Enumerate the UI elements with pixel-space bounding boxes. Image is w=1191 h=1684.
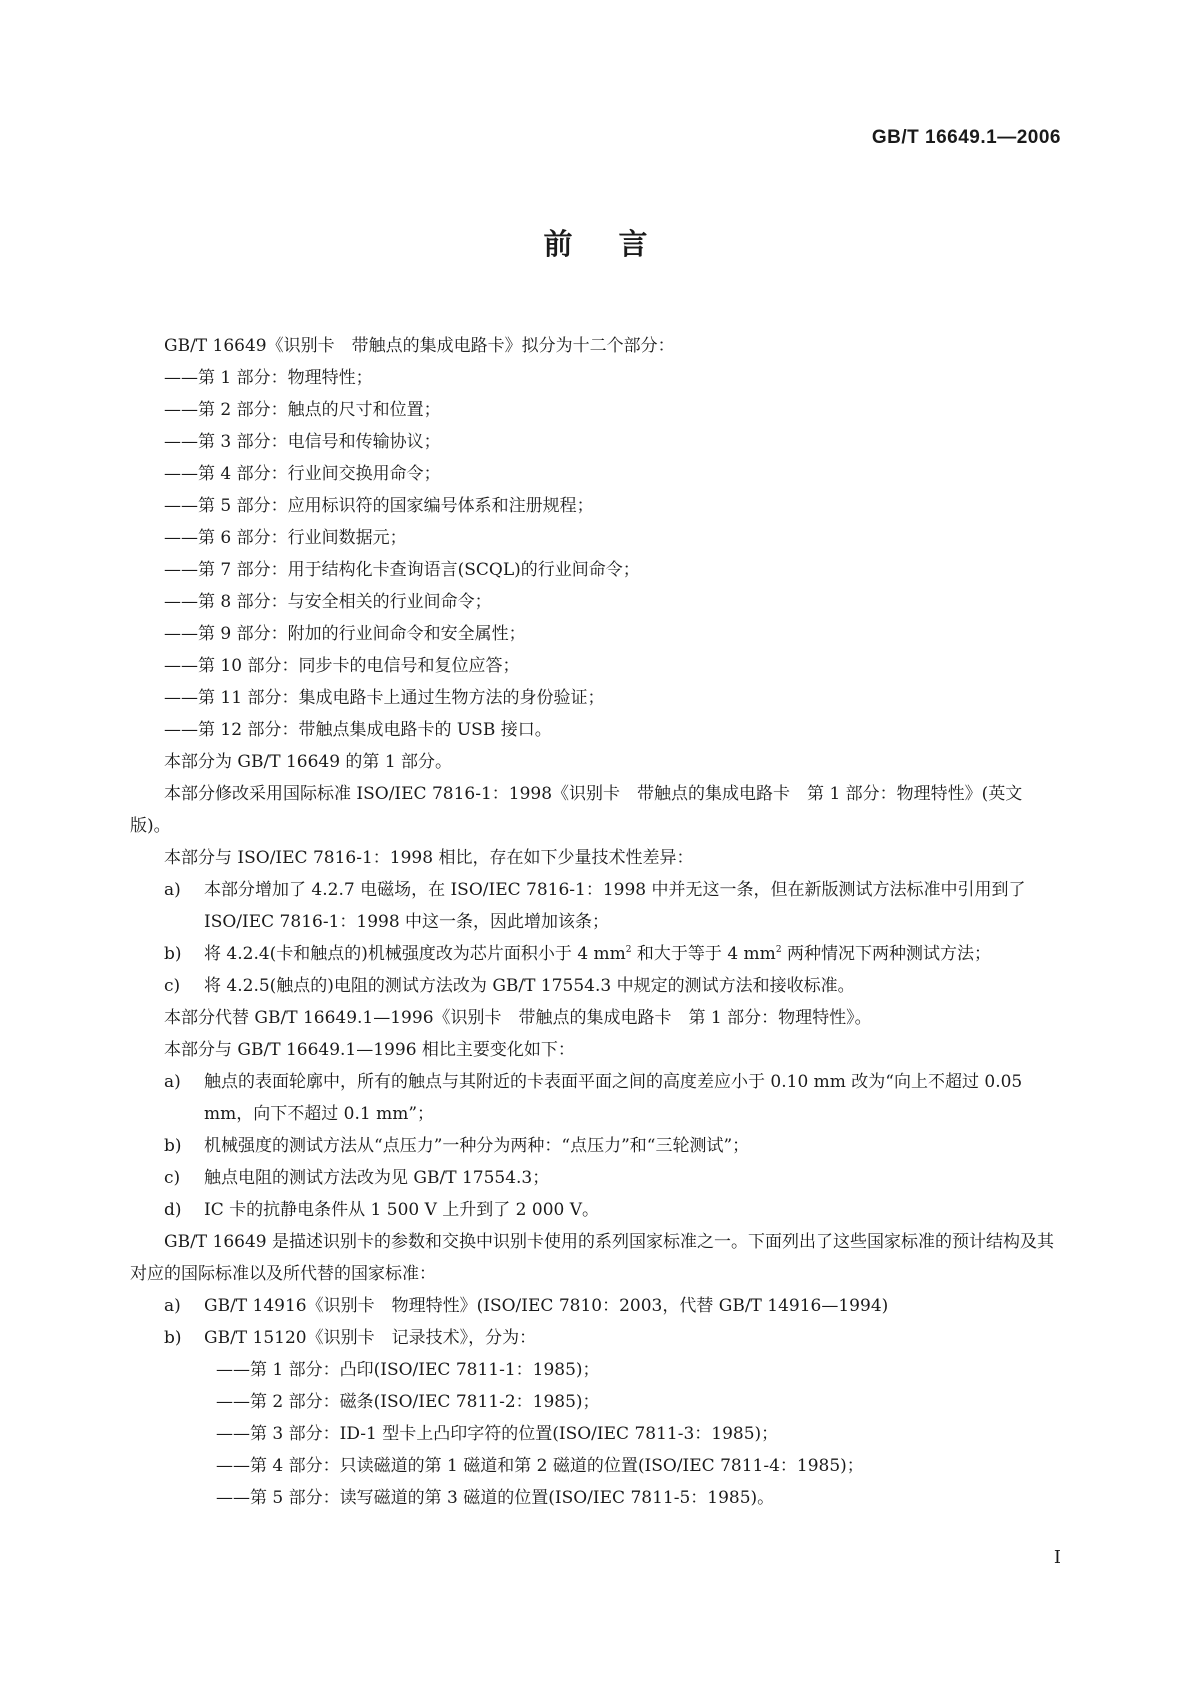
item-text: IC 卡的抗静电条件从 1 500 V 上升到了 2 000 V。 [204, 1200, 600, 1220]
preface-body [130, 330, 1060, 1514]
changes-intro-paragraph: 本部分与 GB/T 16649.1—1996 相比主要变化如下： [164, 1040, 575, 1060]
item-text: GB/T 14916《识别卡 物理特性》(ISO/IEC 7810：2003，代替 GB/T 14916—1994) [204, 1296, 889, 1316]
list-item [130, 1162, 1060, 1194]
item-text: 将 4.2.5(触点的)电阻的测试方法改为 GB/T 17554.3 中规定的测试方法和接收标准。 [204, 976, 855, 996]
item-mark: b) [164, 1136, 182, 1156]
page-title: 前言 [543, 227, 694, 261]
series-list [130, 1290, 1060, 1354]
item-mark: a) [164, 1296, 181, 1316]
list-item [130, 874, 1060, 938]
item-mark: b) [164, 1328, 182, 1348]
item-text: 将 4.2.4(卡和触点的)机械强度改为芯片面积小于 4 $mm^2$ 和大于等于 4 $mm^2$ 两种情况下两种测试方法； [204, 944, 991, 964]
part-of-paragraph: 本部分为 GB/T 16649 的第 1 部分。 [164, 752, 453, 772]
diff-list [130, 874, 1060, 1002]
item-text: 触点的表面轮廓中，所有的触点与其附近的卡表面平面之间的高度差应小于 0.10 mm 改为“向上不超过 0.05 mm，向下不超过 0.1 mm”； [204, 1072, 1023, 1124]
list-item [130, 970, 1060, 1002]
list-item [130, 1290, 1060, 1322]
item-mark: a) [164, 880, 181, 900]
item-text: 本部分增加了 4.2.7 电磁场，在 ISO/IEC 7816-1：1998 中并无这一条，但在新版测试方法标准中引用到了 ISO/IEC 7816-1：1998 中这一条，因此增加该条； [204, 880, 1026, 932]
list-item: ——第 4 部分：行业间交换用命令； [164, 464, 441, 484]
superscript: 2 [625, 945, 632, 955]
list-item: ——第 4 部分：只读磁道的第 1 磁道和第 2 磁道的位置(ISO/IEC 7811-4：1985)； [216, 1456, 864, 1476]
page-number: I [1053, 1547, 1061, 1568]
series-paragraph: GB/T 16649 是描述识别卡的参数和交换中识别卡使用的系列国家标准之一。下面列出了这些国家标准的预计结构及其对应的国际标准以及所代替的国家标准： [130, 1232, 1055, 1284]
list-item: ——第 2 部分：触点的尺寸和位置； [164, 400, 441, 420]
changes-list [130, 1066, 1060, 1226]
item-text: GB/T 15120《识别卡 记录技术》，分为： [204, 1328, 537, 1348]
list-item: ——第 1 部分：凸印(ISO/IEC 7811-1：1985)； [216, 1360, 600, 1380]
list-item: ——第 6 部分：行业间数据元； [164, 528, 407, 548]
list-item: ——第 5 部分：应用标识符的国家编号体系和注册规程； [164, 496, 594, 516]
list-item [130, 1066, 1060, 1130]
list-item: ——第 9 部分：附加的行业间命令和安全属性； [164, 624, 526, 644]
replaces-paragraph: 本部分代替 GB/T 16649.1—1996《识别卡 带触点的集成电路卡 第 1 部分：物理特性》。 [164, 1008, 872, 1028]
list-item: ——第 3 部分：ID-1 型卡上凸印字符的位置(ISO/IEC 7811-3：1985)； [216, 1424, 779, 1444]
list-item: ——第 8 部分：与安全相关的行业间命令； [164, 592, 492, 612]
standard-code: GB/T 16649.1—2006 [871, 127, 1061, 148]
modifies-paragraph: 本部分修改采用国际标准 ISO/IEC 7816-1：1998《识别卡 带触点的集成电路卡 第 1 部分：物理特性》(英文版)。 [130, 784, 1023, 836]
diff-intro-paragraph: 本部分与 ISO/IEC 7816-1：1998 相比，存在如下少量技术性差异： [164, 848, 694, 868]
list-item [130, 1322, 1060, 1354]
list-item: ——第 1 部分：物理特性； [164, 368, 373, 388]
item-mark: c) [164, 1168, 181, 1188]
item-mark: b) [164, 944, 182, 964]
list-item: ——第 10 部分：同步卡的电信号和复位应答； [164, 656, 520, 676]
list-item: ——第 7 部分：用于结构化卡查询语言(SCQL)的行业间命令； [164, 560, 640, 580]
list-item: ——第 2 部分：磁条(ISO/IEC 7811-2：1985)； [216, 1392, 600, 1412]
list-item: ——第 11 部分：集成电路卡上通过生物方法的身份验证； [164, 688, 605, 708]
list-item [130, 1130, 1060, 1162]
intro-paragraph: GB/T 16649《识别卡 带触点的集成电路卡》拟分为十二个部分： [164, 336, 675, 356]
list-item: ——第 12 部分：带触点集成电路卡的 USB 接口。 [164, 720, 552, 740]
parts-list [130, 362, 1060, 746]
item-text: 机械强度的测试方法从“点压力”一种分为两种：“点压力”和“三轮测试”； [204, 1136, 750, 1156]
list-item: ——第 5 部分：读写磁道的第 3 磁道的位置(ISO/IEC 7811-5：1985)。 [216, 1488, 775, 1508]
item-mark: d) [164, 1200, 182, 1220]
list-item [130, 1194, 1060, 1226]
list-item: ——第 3 部分：电信号和传输协议； [164, 432, 441, 452]
item-text: 触点电阻的测试方法改为见 GB/T 17554.3； [204, 1168, 550, 1188]
item-mark: c) [164, 976, 181, 996]
sub-parts-list [130, 1354, 1060, 1514]
superscript: 2 [775, 945, 782, 955]
item-mark: a) [164, 1072, 181, 1092]
list-item [130, 938, 1060, 970]
